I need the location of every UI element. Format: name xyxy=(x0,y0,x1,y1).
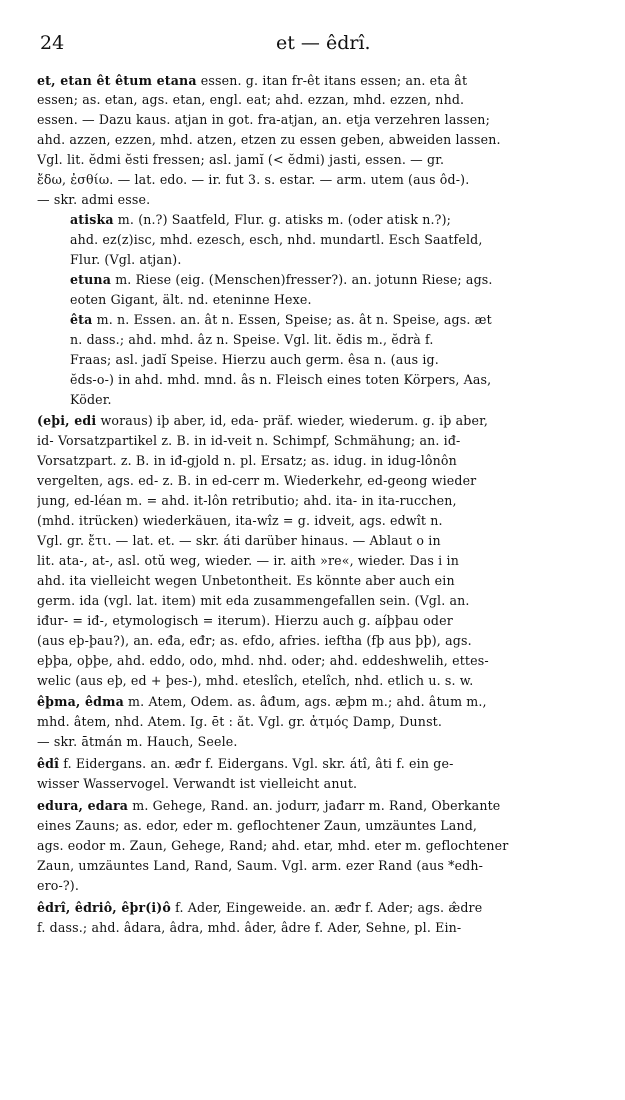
headword: êdî xyxy=(37,756,60,771)
text-line xyxy=(37,191,617,208)
text-line xyxy=(70,271,617,288)
text-line xyxy=(37,837,617,854)
text-line xyxy=(37,713,617,730)
text-line xyxy=(37,91,617,108)
line-text: m. Riese (eig. (Menschen)fresser?). an. jotunn Riese; ags. xyxy=(111,272,493,287)
line-text: Flur. (Vgl. atjan). xyxy=(70,252,182,267)
text-line xyxy=(37,131,617,148)
text-line xyxy=(70,251,617,268)
text-line xyxy=(70,351,617,368)
text-line xyxy=(37,919,617,936)
text-line xyxy=(70,311,617,328)
line-text: jung, ed-léan m. = ahd. it-lôn retributio; ahd. ita- in ita-rucchen, xyxy=(37,493,457,508)
text-line xyxy=(37,452,617,469)
line-text: id- Vorsatzpartikel z. B. in id-veit n. Schimpf, Schmähung; an. iđ- xyxy=(37,433,461,448)
line-text: essen. g. itan fr-êt itans essen; an. eta ât xyxy=(196,73,468,88)
text-line xyxy=(37,857,617,874)
text-line xyxy=(37,432,617,449)
line-text: Vgl. gr. ἔτι. — lat. et. — skr. áti darüber hinaus. — Ablaut o in xyxy=(37,533,441,548)
line-text: f. Eidergans. an. æđr f. Eidergans. Vgl. skr. átî, âti f. ein ge- xyxy=(59,756,454,771)
text-line xyxy=(37,612,617,629)
line-text: m. (n.?) Saatfeld, Flur. g. atisks m. (oder atisk n.?); xyxy=(113,212,452,227)
text-line xyxy=(37,797,617,814)
line-text: wisser Wasservogel. Verwandt ist vielleicht anut. xyxy=(37,776,358,791)
line-text: welic (aus eþ, ed + þes-), mhd. eteslîch, etelîch, nhd. etlich u. s. w. xyxy=(37,673,474,688)
text-line xyxy=(37,817,617,834)
line-text: (mhd. itrücken) wiederkäuen, ita-wîz = g. idveit, ags. edwît n. xyxy=(37,513,443,528)
text-line xyxy=(70,291,617,308)
line-text: woraus) iþ aber, id, eda- präf. wieder, wiederum. g. iþ aber, xyxy=(96,413,489,428)
line-text: vergelten, ags. ed- z. B. in ed-cerr m. Wiederkehr, ed-geong wieder xyxy=(37,473,477,488)
line-text: ero-?). xyxy=(37,878,80,893)
text-line xyxy=(70,331,617,348)
line-text: ahd. ita vielleicht wegen Unbetontheit. Es könnte aber auch ein xyxy=(37,573,455,588)
text-line xyxy=(37,572,617,589)
text-line xyxy=(37,877,617,894)
text-line xyxy=(37,899,617,916)
text-line xyxy=(37,412,617,429)
text-line xyxy=(70,211,617,228)
line-text: essen. — Dazu kaus. atjan in got. fra-atjan, an. etja verzehren lassen; xyxy=(37,112,490,127)
line-text: f. Ader, Eingeweide. an. æđr f. Ader; ags. æ̂dre xyxy=(170,900,483,915)
line-text: (aus eþ-þau?), an. eđa, eđr; as. efdo, afries. ieftha (fþ aus þþ), ags. xyxy=(37,633,472,648)
line-text: ἔδω, ἐσθίω. — lat. edo. — ir. fut 3. s. estar. — arm. utem (aus ôd-). xyxy=(37,172,470,187)
headword: et, etan êt êtum etana xyxy=(37,73,197,88)
running-head: et — êdrî. xyxy=(276,32,371,54)
text-line xyxy=(37,693,617,710)
text-line xyxy=(37,492,617,509)
headword: êta xyxy=(70,312,93,327)
text-line xyxy=(37,755,617,772)
text-line xyxy=(70,391,617,408)
text-line xyxy=(37,532,617,549)
line-text: m. Atem, Odem. as. âđum, ags. æþm m.; ahd. âtum m., xyxy=(123,694,487,709)
line-text: m. Gehege, Rand. an. jodurr, jađarr m. Rand, Oberkante xyxy=(128,798,501,813)
text-line xyxy=(37,111,617,128)
line-text: Zaun, umzäuntes Land, Rand, Saum. Vgl. arm. ezer Rand (aus *edh- xyxy=(37,858,484,873)
line-text: Fraas; asl. jadĭ Speise. Hierzu auch germ. êsa n. (aus ig. xyxy=(70,352,439,367)
line-text: ahd. azzen, ezzen, mhd. atzen, etzen zu essen geben, abweiden lassen. xyxy=(37,132,501,147)
line-text: germ. ida (vgl. lat. item) mit eda zusammengefallen sein. (Vgl. an. xyxy=(37,593,470,608)
text-line xyxy=(37,72,617,89)
line-text: ĕds-o-) in ahd. mhd. mnd. âs n. Fleisch eines toten Körpers, Aas, xyxy=(70,372,492,387)
headword: etuna xyxy=(70,272,112,287)
text-line xyxy=(37,472,617,489)
line-text: ags. eodor m. Zaun, Gehege, Rand; ahd. etar, mhd. eter m. geflochtener xyxy=(37,838,509,853)
text-line xyxy=(70,231,617,248)
headword: atiska xyxy=(70,212,114,227)
text-line xyxy=(37,632,617,649)
text-line xyxy=(70,371,617,388)
text-line xyxy=(37,652,617,669)
line-text: Vgl. lit. ĕdmi ĕsti fressen; asl. jamĭ (< ĕdmi) jasti, essen. — gr. xyxy=(37,152,445,167)
text-line xyxy=(37,151,617,168)
line-text: — skr. admi esse. xyxy=(37,192,151,207)
text-line xyxy=(37,512,617,529)
page-number: 24 xyxy=(40,32,65,54)
text-line xyxy=(37,592,617,609)
text-line xyxy=(37,672,617,689)
text-line xyxy=(37,733,617,750)
headword: êþma, êdma xyxy=(37,694,124,709)
headword: (eþi, edi xyxy=(37,413,97,428)
line-text: n. dass.; ahd. mhd. âz n. Speise. Vgl. lit. ĕdis m., ĕdrà f. xyxy=(70,332,434,347)
headword: edura, edara xyxy=(37,798,129,813)
text-line xyxy=(37,171,617,188)
line-text: — skr. ātmán m. Hauch, Seele. xyxy=(37,734,238,749)
line-text: eþþa, oþþe, ahd. eddo, odo, mhd. nhd. oder; ahd. eddeshwelih, ettes- xyxy=(37,653,489,668)
line-text: m. n. Essen. an. ât n. Essen, Speise; as. ât n. Speise, ags. æt xyxy=(92,312,492,327)
line-text: iđur- = iđ-, etymologisch = iterum). Hierzu auch g. aíþþau oder xyxy=(37,613,453,628)
line-text: lit. ata-, at-, asl. otŭ weg, wieder. — ir. aith »re«, wieder. Das i in xyxy=(37,553,459,568)
line-text: ahd. ez(z)isc, mhd. ezesch, esch, nhd. mundartl. Esch Saatfeld, xyxy=(70,232,483,247)
text-line xyxy=(37,775,617,792)
line-text: Vorsatzpart. z. B. in iđ-gjold n. pl. Ersatz; as. idug. in idug-lônôn xyxy=(37,453,457,468)
line-text: Köder. xyxy=(70,392,112,407)
line-text: f. dass.; ahd. âdara, âdra, mhd. âder, âdre f. Ader, Sehne, pl. Ein- xyxy=(37,920,462,935)
line-text: essen; as. etan, ags. etan, engl. eat; ahd. ezzan, mhd. ezzen, nhd. xyxy=(37,92,465,107)
headword: êdrî, êdriô, êþr(i)ô xyxy=(37,900,171,915)
line-text: eines Zauns; as. edor, eder m. geflochtener Zaun, umzäuntes Land, xyxy=(37,818,478,833)
text-line xyxy=(37,552,617,569)
line-text: eoten Gigant, ält. nd. eteninne Hexe. xyxy=(70,292,312,307)
line-text: mhd. âtem, nhd. Atem. Ig. ēt : ăt. Vgl. gr. ἀτμός Damp, Dunst. xyxy=(37,714,443,729)
